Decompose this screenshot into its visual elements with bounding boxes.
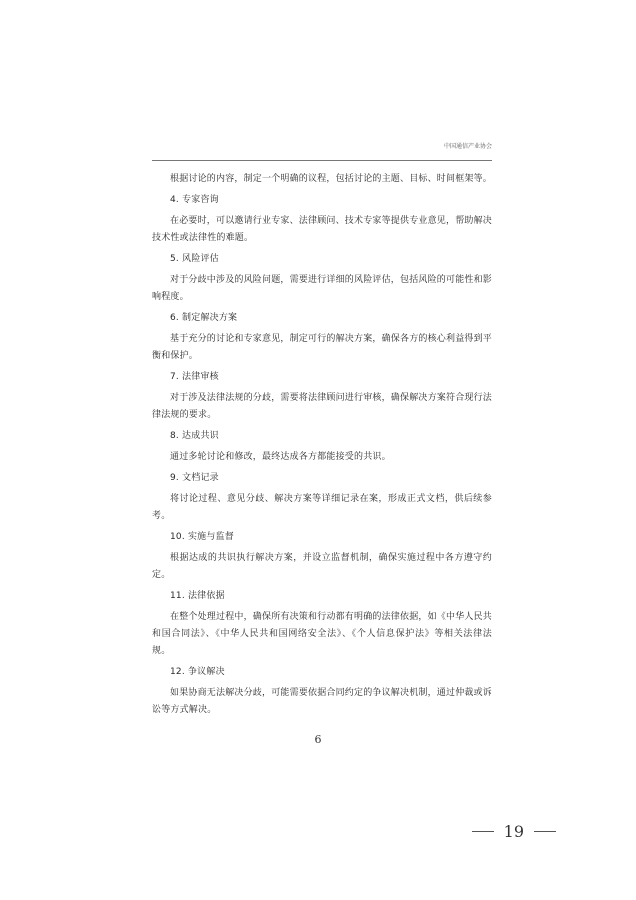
section-heading: 8. 达成共识 [170, 431, 219, 441]
paragraph: 将讨论过程、意见分歧、解决方案等详细记录在案，形成正式文档，供后续参考。 [152, 494, 492, 521]
paragraph: 对于分歧中涉及的风险问题，需要进行详细的风险评估，包括风险的可能性和影响程度。 [152, 275, 493, 302]
paragraph: 在必要时，可以邀请行业专家、法律顾问、技术专家等提供专业意见，帮助解决技术性或法律性的难题。 [152, 216, 493, 243]
paragraph: 根据讨论的内容，制定一个明确的议程，包括讨论的主题、目标、时间框架等。 [170, 174, 493, 184]
paragraph: 通过多轮讨论和修改，最终达成各方都能接受的共识。 [170, 452, 391, 462]
inner-page-number: 6 [314, 733, 322, 746]
paragraph: 如果协商无法解决分歧，可能需要依据合同约定的争议解决机制，通过仲裁或诉讼等方式解决。 [152, 688, 493, 715]
folio-dash-right [534, 831, 556, 832]
header-rule [152, 160, 492, 161]
folio-number: 19 [503, 822, 524, 841]
section-heading: 10. 实施与监督 [170, 532, 234, 542]
running-header: 中国通信产业协会 [443, 143, 492, 150]
paragraph: 根据达成的共识执行解决方案，并设立监督机制，确保实施过程中各方遵守约定。 [152, 553, 492, 580]
section-heading: 5. 风险评估 [170, 254, 219, 264]
paragraph: 基于充分的讨论和专家意见，制定可行的解决方案，确保各方的核心利益得到平衡和保护。 [152, 334, 493, 361]
body-text [152, 171, 492, 723]
section-heading: 6. 制定解决方案 [170, 313, 238, 323]
section-heading: 7. 法律审核 [170, 372, 219, 382]
paragraph: 在整个处理过程中，确保所有决策和行动都有明确的法律依据，如《中华人民共和国合同法》、《中华人民共和国网络安全法》、《个人信息保护法》等相关法律法规。 [152, 612, 493, 656]
section-heading: 11. 法律依据 [170, 591, 225, 601]
section-heading: 9. 文档记录 [170, 473, 219, 483]
folio [472, 822, 556, 841]
section-heading: 4. 专家咨询 [170, 195, 219, 205]
section-heading: 12. 争议解决 [170, 667, 225, 677]
folio-dash-left [472, 831, 494, 832]
paragraph: 对于涉及法律法规的分歧，需要将法律顾问进行审核，确保解决方案符合现行法律法规的要求。 [152, 393, 493, 420]
